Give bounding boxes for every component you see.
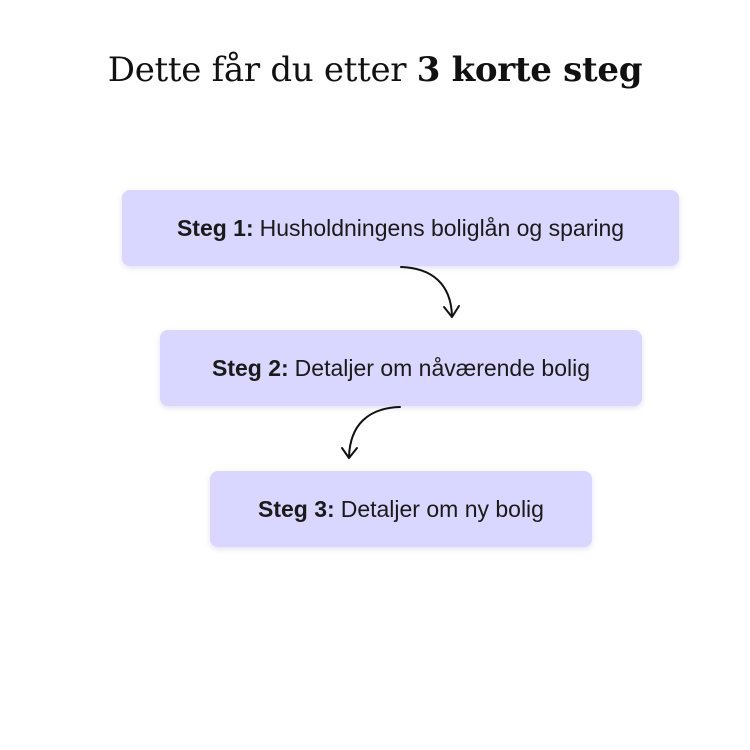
title-emphasis: 3 korte steg (416, 50, 643, 90)
title-prefix: Dette får du etter (107, 50, 407, 90)
step-2-label: Steg 2: (211, 354, 289, 381)
step-3-text: Detaljer om ny bolig (340, 495, 544, 522)
step-2-text: Detaljer om nåværende bolig (294, 354, 590, 381)
step-1-box (122, 190, 679, 266)
step-1-text: Husholdningens boliglån og sparing (259, 214, 625, 241)
curved-arrow-right-down-icon (401, 267, 459, 317)
step-2-box (160, 330, 642, 406)
step-1-label: Steg 1: (176, 214, 254, 241)
step-3-box (210, 471, 592, 547)
curved-arrow-left-down-icon (342, 407, 400, 458)
step-3-label: Steg 3: (258, 495, 335, 522)
page-title (0, 50, 750, 90)
